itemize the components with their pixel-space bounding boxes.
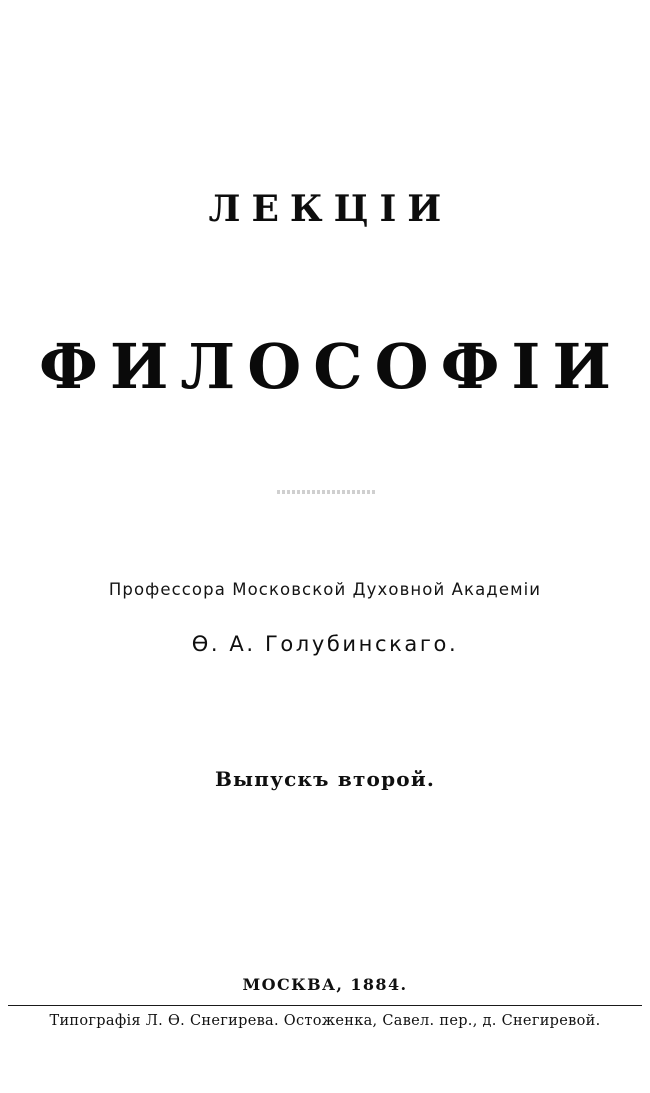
author-name: Ѳ. А. Голубинскаго. <box>191 632 459 656</box>
subject-title: ФИЛОСОФІИ <box>39 330 623 403</box>
imprint-city-year: МОСКВА, 1884. <box>242 975 408 994</box>
issue-label: Выпускъ второй. <box>214 767 436 791</box>
author-role: Профессора Московской Духовной Академіи <box>108 580 542 599</box>
horizontal-rule <box>8 1005 642 1006</box>
imprint-printer: Типографія Л. Ѳ. Снегирева. Остоженка, Савел. пер., д. Снегиревой. <box>49 1013 601 1029</box>
page-title: ЛЕКЦІИ <box>208 188 453 230</box>
divider-ornament <box>277 490 377 494</box>
